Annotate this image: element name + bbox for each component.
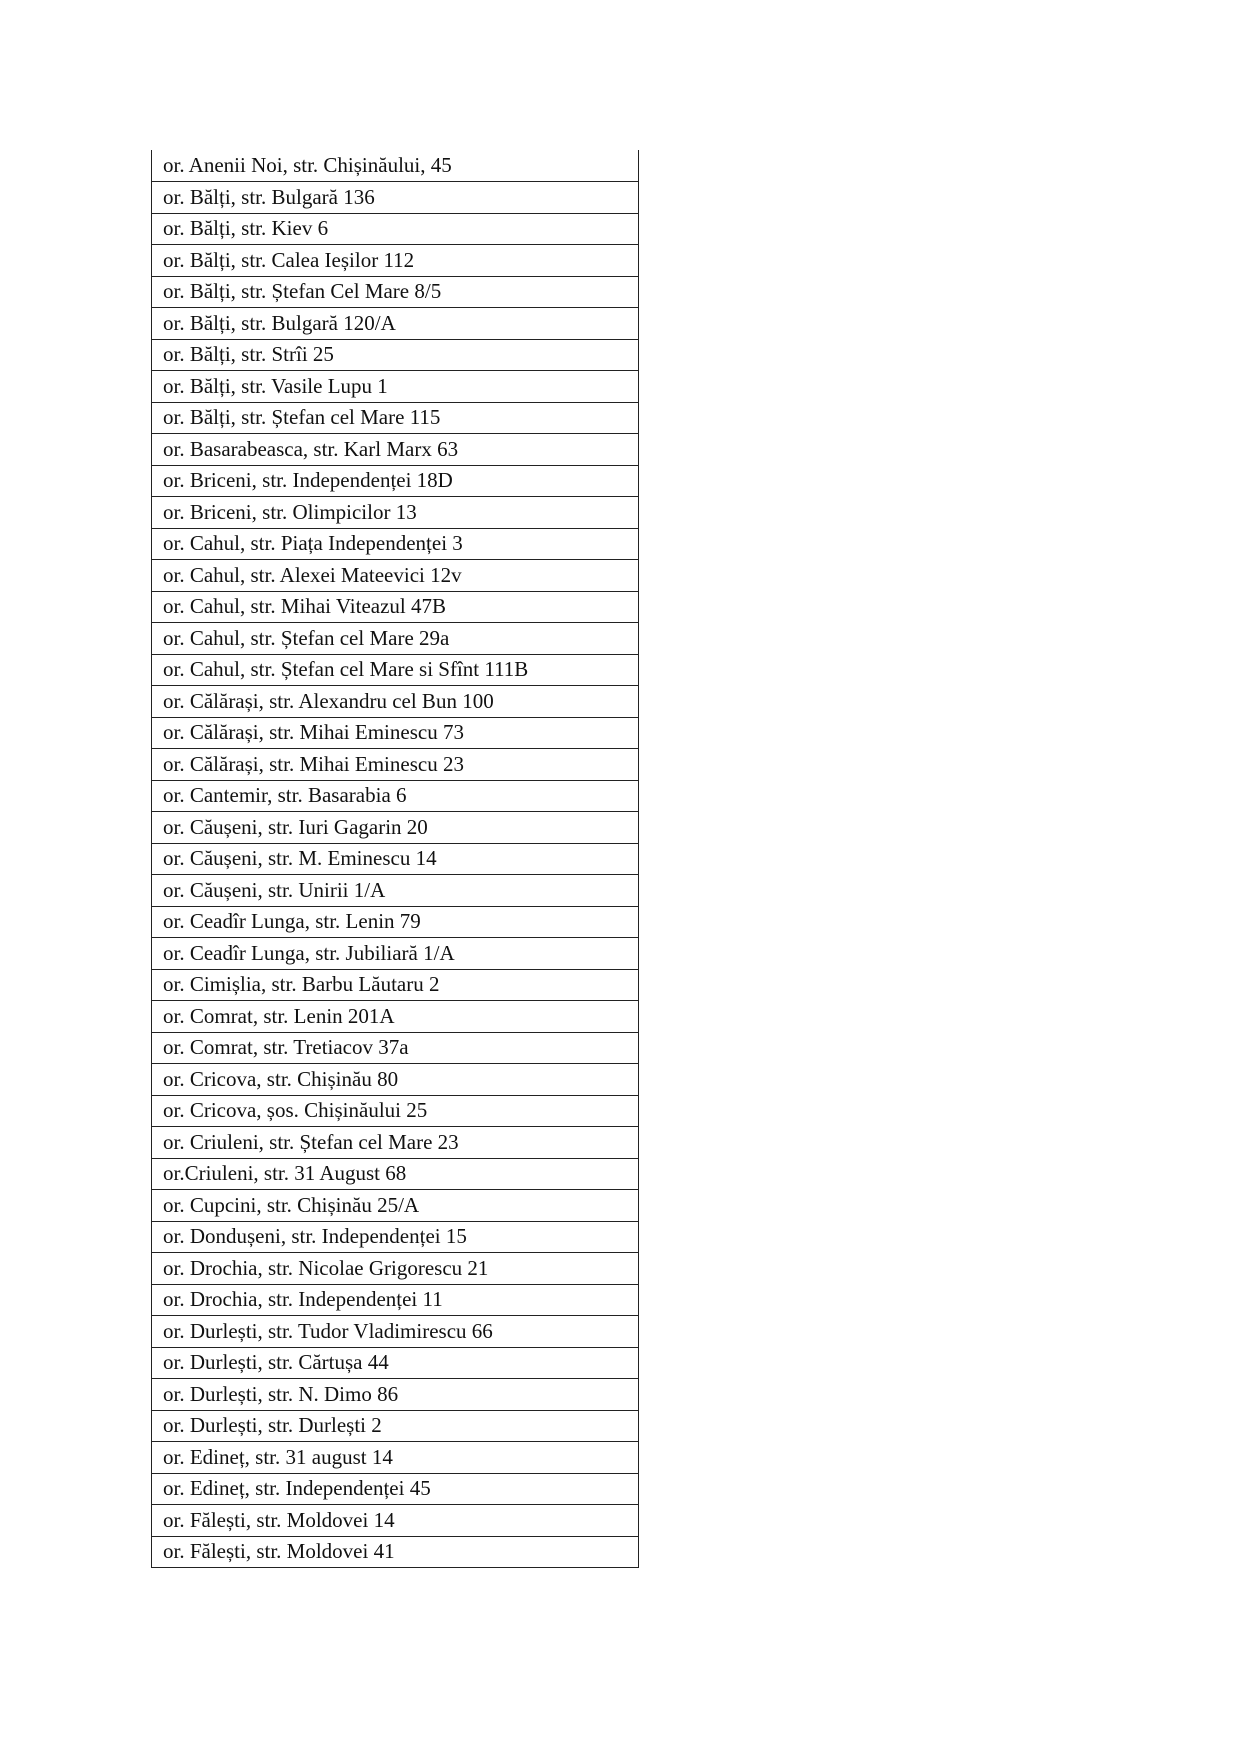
table-row [152,308,639,340]
address-cell: or.Criuleni, str. 31 August 68 [152,1158,639,1190]
address-cell: or. Criuleni, str. Ștefan cel Mare 23 [152,1127,639,1159]
table-row [152,1536,639,1568]
table-row [152,1347,639,1379]
table-row [152,276,639,308]
address-cell: or. Dondușeni, str. Independenței 15 [152,1221,639,1253]
address-cell: or. Cimișlia, str. Barbu Lăutaru 2 [152,969,639,1001]
table-row [152,1473,639,1505]
table-row [152,1032,639,1064]
table-row [152,465,639,497]
table-row [152,528,639,560]
address-cell: or. Bălți, str. Calea Ieșilor 112 [152,245,639,277]
table-row [152,875,639,907]
address-cell: or. Edineț, str. 31 august 14 [152,1442,639,1474]
address-cell: or. Căușeni, str. Iuri Gagarin 20 [152,812,639,844]
table-row [152,339,639,371]
address-cell: or. Cahul, str. Piața Independenței 3 [152,528,639,560]
table-row [152,245,639,277]
address-cell: or. Fălești, str. Moldovei 41 [152,1536,639,1568]
address-cell: or. Călărași, str. Mihai Eminescu 73 [152,717,639,749]
address-cell: or. Cahul, str. Ștefan cel Mare si Sfînt 111B [152,654,639,686]
table-row [152,843,639,875]
address-cell: or. Edineț, str. Independenței 45 [152,1473,639,1505]
table-row [152,1158,639,1190]
table-row [152,1127,639,1159]
table-row [152,686,639,718]
address-cell: or. Basarabeasca, str. Karl Marx 63 [152,434,639,466]
table-row [152,1284,639,1316]
address-cell: or. Briceni, str. Independenței 18D [152,465,639,497]
address-cell: or. Comrat, str. Lenin 201A [152,1001,639,1033]
address-cell: or. Anenii Noi, str. Chișinăului, 45 [152,150,639,182]
address-cell: or. Bălți, str. Ștefan cel Mare 115 [152,402,639,434]
address-cell: or. Călărași, str. Mihai Eminescu 23 [152,749,639,781]
address-table [151,150,639,1568]
table-row [152,434,639,466]
address-cell: or. Bălți, str. Vasile Lupu 1 [152,371,639,403]
address-cell: or. Ceadîr Lunga, str. Jubiliară 1/A [152,938,639,970]
table-row [152,938,639,970]
address-cell: or. Bălți, str. Strîi 25 [152,339,639,371]
address-cell: or. Durlești, str. Tudor Vladimirescu 66 [152,1316,639,1348]
address-cell: or. Comrat, str. Tretiacov 37a [152,1032,639,1064]
table-row [152,560,639,592]
address-cell: or. Cupcini, str. Chișinău 25/A [152,1190,639,1222]
table-row [152,1505,639,1537]
address-cell: or. Durlești, str. Cărtușa 44 [152,1347,639,1379]
table-row [152,1253,639,1285]
table-row [152,213,639,245]
table-row [152,1064,639,1096]
table-row [152,1442,639,1474]
address-cell: or. Bălți, str. Ștefan Cel Mare 8/5 [152,276,639,308]
address-cell: or. Bălți, str. Kiev 6 [152,213,639,245]
address-cell: or. Cricova, str. Chișinău 80 [152,1064,639,1096]
table-row [152,749,639,781]
address-cell: or. Fălești, str. Moldovei 14 [152,1505,639,1537]
table-row [152,1410,639,1442]
address-cell: or. Ceadîr Lunga, str. Lenin 79 [152,906,639,938]
address-cell: or. Călărași, str. Alexandru cel Bun 100 [152,686,639,718]
address-cell: or. Durlești, str. N. Dimo 86 [152,1379,639,1411]
address-cell: or. Căușeni, str. M. Eminescu 14 [152,843,639,875]
table-row [152,969,639,1001]
address-cell: or. Durlești, str. Durlești 2 [152,1410,639,1442]
table-row [152,1316,639,1348]
table-row [152,150,639,182]
table-row [152,591,639,623]
table-row [152,497,639,529]
table-row [152,182,639,214]
address-cell: or. Cahul, str. Alexei Mateevici 12v [152,560,639,592]
address-cell: or. Căușeni, str. Unirii 1/A [152,875,639,907]
table-row [152,780,639,812]
table-row [152,1221,639,1253]
table-row [152,402,639,434]
table-row [152,906,639,938]
address-cell: or. Drochia, str. Nicolae Grigorescu 21 [152,1253,639,1285]
address-cell: or. Cahul, str. Mihai Viteazul 47B [152,591,639,623]
table-row [152,371,639,403]
address-cell: or. Cricova, șos. Chișinăului 25 [152,1095,639,1127]
table-row [152,1001,639,1033]
table-row [152,654,639,686]
address-cell: or. Cantemir, str. Basarabia 6 [152,780,639,812]
table-row [152,1095,639,1127]
address-cell: or. Cahul, str. Ștefan cel Mare 29a [152,623,639,655]
table-row [152,717,639,749]
table-row [152,1190,639,1222]
address-cell: or. Drochia, str. Independenței 11 [152,1284,639,1316]
address-table-body [152,150,639,1568]
table-row [152,1379,639,1411]
address-cell: or. Bălți, str. Bulgară 136 [152,182,639,214]
address-cell: or. Bălți, str. Bulgară 120/A [152,308,639,340]
address-cell: or. Briceni, str. Olimpicilor 13 [152,497,639,529]
table-row [152,623,639,655]
table-row [152,812,639,844]
